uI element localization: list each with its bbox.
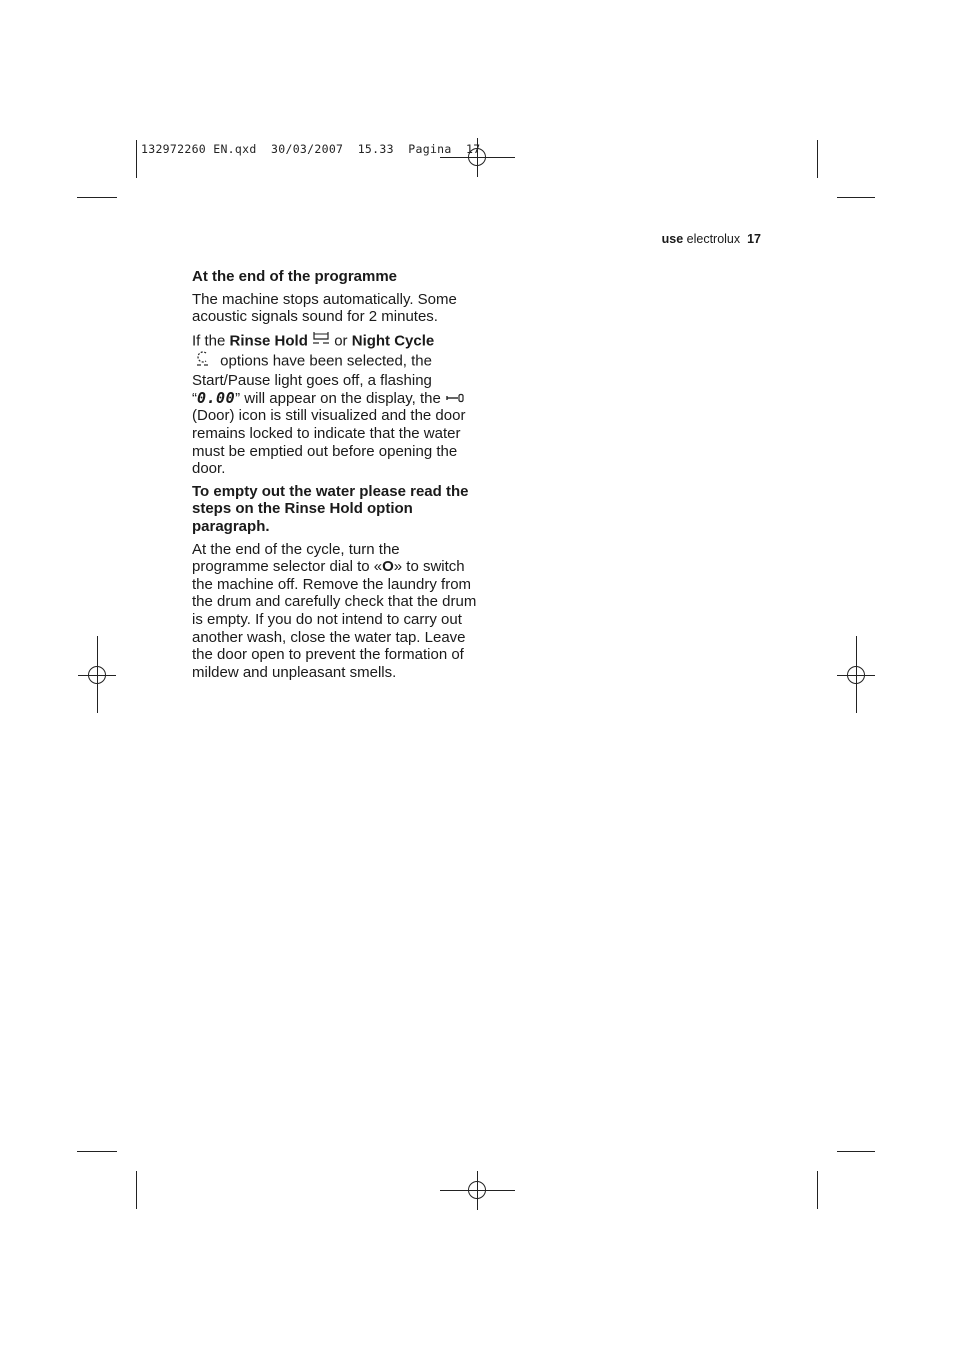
paragraph-end-of-cycle: At the end of the cycle, turn the programme selector dial to «O» to switch the machine off. Remove the laundry from the drum and carefully check that the drum is empty. If you do not intend to carry out another wash, close the water tap. Leave the door open to prevent the formation of mildew and unpleasant smells. [192,540,477,681]
night-cycle-label: Night Cycle [351,332,435,350]
section-heading: At the end of the programme [192,268,398,285]
door-lock-icon [445,390,465,408]
paragraph-empty-water: To empty out the water please read the steps on the Rinse Hold option paragraph. [192,482,469,535]
display-value: 0.00 [197,388,236,407]
paragraph-options: If the Rinse Hold or Night Cycle options have been selected, the Start/Pause light goes off, a flashing “0.00” will appear on the display, the (Door) icon is still visualized and the door remains locked to indicate that the water must be emptied out before opening the door. [192,332,466,478]
file-slug: 132972260 EN.qxd 30/03/2007 15.33 Pagina 17 [141,142,481,156]
off-position-label: O [382,558,394,576]
main-content [192,268,477,686]
brand-label: electrolux [686,232,741,246]
running-header [662,232,761,246]
paragraph-stops: The machine stops automatically. Some acoustic signals sound for 2 minutes. [192,290,457,326]
rinse-hold-icon [312,331,330,352]
section-label: use [661,232,684,246]
page-number: 17 [747,232,761,246]
night-cycle-icon [196,351,210,372]
rinse-hold-label: Rinse Hold [229,332,308,350]
